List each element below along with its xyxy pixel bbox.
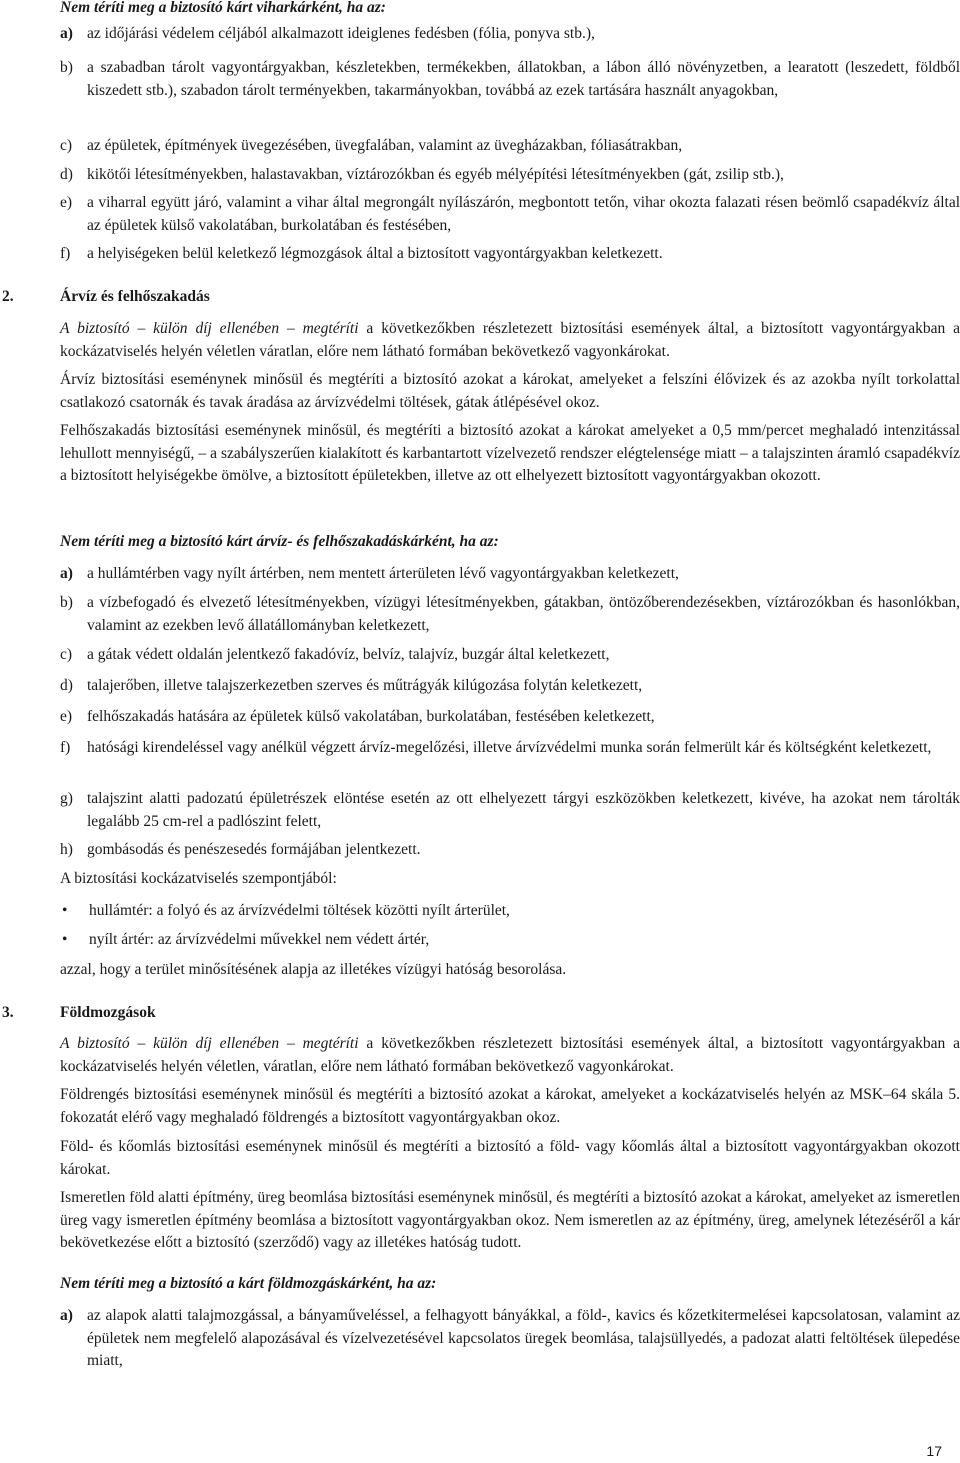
list-marker: a) [60, 25, 73, 42]
list-marker: a) [60, 1307, 73, 1324]
flood-exclusion-heading: Nem téríti meg a biztosító kárt árvíz- és felhőszakadáskárként, ha az: [60, 533, 499, 550]
list-item-text: talajszint alatti padozatú épületrészek elöntése esetén az ott elhelyezett tárgyi eszközökben keletkezett, kivéve, ha azokat nem tárolták legalább 25 cm-rel a padlószint felett, [87, 790, 960, 830]
list-item-text: kikötői létesítményekben, halastavakban, víztározókban és egyéb mélyépítési létesítményekben (gát, zsilip stb.), [87, 166, 784, 183]
list-item-text: a viharral együtt járó, valamint a vihar által megrongált nyílászárón, megbontott tetőn, vihar okozta falazati résen beömlő csapadékvíz által az épületek külső vakolatában, burkolatában és festésében, [87, 194, 960, 234]
list-marker: f) [60, 739, 71, 756]
list-marker: c) [60, 137, 73, 154]
paragraph: Felhőszakadás biztosítási eseménynek minősül, és megtéríti a biztosító azokat a károkat amelyeket a 0,5 mm/percet meghaladó intenzitással lehullott mennyiségű, – a szabályszerűen kialakított és karbantartott vízelvezető rendszer elégtelensége miatt – a talajszinten áramló csapadékvíz a biztosított helyiségekbe ömölve, a biztosított épületekben, illetve az ott elhelyezett biztosított vagyontárgyakban okozott. [60, 422, 960, 484]
list-item [60, 135, 960, 158]
list-item [60, 737, 960, 760]
list-item-text: a szabadban tárolt vagyontárgyakban, készletekben, termékekben, állatokban, a lábon álló növényzetben, a learatott (leszedett, földből kiszedett stb.), szabadon tárolt terményekben, takarmányokban, továbbá az ezek tartására használt anyagokban, [87, 59, 960, 99]
storm-exclusion-heading: Nem téríti meg a biztosító kárt viharkárként, ha az: [60, 0, 386, 16]
list-item-text: az alapok alatti talajmozgással, a bányaműveléssel, a felhagyott bányákkal, a föld-, kavics és kőzetkitermelései kapcsolatosan, valamint az épületek nem megfelelő alapozásával és vízelvezetésével kapcsolatos üregek beomlása, talajsüllyedés, a padozat alatti feltöltések ülepedése miatt, [87, 1307, 960, 1369]
paragraph: Föld- és kőomlás biztosítási eseménynek minősül és megtéríti a biztosító a föld- vagy kőomlás által a biztosított vagyontárgyakban okozott károkat. [60, 1138, 960, 1178]
paragraph: A biztosítási kockázatviselés szempontjából: [60, 870, 337, 887]
list-marker: h) [60, 841, 73, 858]
section-number: 2. [2, 288, 14, 305]
list-marker: e) [60, 194, 73, 211]
italic-lead: A biztosító – külön díj ellenében – megtéríti [60, 1035, 359, 1052]
list-marker: a) [60, 565, 73, 582]
list-item [60, 592, 960, 637]
section-title: Árvíz és felhőszakadás [60, 288, 210, 305]
list-item [60, 839, 960, 862]
list-item [60, 563, 960, 586]
list-item-text: a vízbefogadó és elvezető létesítményekben, vízügyi létesítményekben, gátakban, öntözőberendezésekben, víztározókban és hasonlókban, valamint az ezekben levő állatállományban keletkezett, [87, 594, 960, 634]
italic-lead: A biztosító – külön díj ellenében – megtéríti [60, 320, 359, 337]
list-item-text: a gátak védett oldalán jelentkező fakadóvíz, belvíz, talajvíz, buzgár által keletkezett, [87, 646, 610, 663]
earth-movement-exclusion-heading: Nem téríti meg a biztosító a kárt földmozgáskárként, ha az: [60, 1275, 437, 1292]
list-marker: f) [60, 245, 71, 262]
list-item-text: gombásodás és penészesedés formájában jelentkezett. [87, 841, 421, 858]
section-title: Földmozgások [60, 1004, 156, 1021]
paragraph: Ismeretlen föld alatti építmény, üreg beomlása biztosítási eseménynek minősül, és megtéríti a biztosító azokat a károkat, amelyeket az ismeretlen üreg vagy ismeretlen építmény beomlása a biztosított vagyontárgyakban okoz. Nem ismeretlen az az építmény, üreg, amelynek létezéséről a kár bekövetkezése előtt a biztosító (szerződő) vagy az illetékes hatóság tudott. [60, 1189, 960, 1251]
list-item [60, 788, 960, 833]
list-item [60, 23, 960, 46]
bullet-text: hullámtér: a folyó és az árvízvédelmi töltések közötti nyílt árterület, [89, 902, 510, 919]
paragraph-text: a következőkben részletezett biztosítási események által, a biztosított vagyontárgyakban a kockázatviselés helyén véletlen váratlan, előre nem látható formában bekövetkező vagyonkárokat. [60, 320, 960, 360]
paragraph: Árvíz biztosítási eseménynek minősül és megtéríti a biztosító azokat a károkat, amelyeket a felszíni élővizek és az azokba nyílt torkolattal csatlakozó csatornák és tavak áradása az árvízvédelmi töltések, gátak átlépésével okoz. [60, 371, 960, 411]
list-marker: d) [60, 677, 73, 694]
paragraph: azzal, hogy a terület minősítésének alapja az illetékes vízügyi hatóság besorolása. [60, 961, 567, 978]
bullet-icon: • [62, 931, 68, 948]
list-marker: e) [60, 708, 73, 725]
bullet-icon: • [62, 902, 68, 919]
list-item [60, 675, 960, 698]
list-marker: b) [60, 59, 73, 76]
list-marker: d) [60, 166, 73, 183]
bullet-text: nyílt ártér: az árvízvédelmi művekkel nem védett ártér, [89, 931, 430, 948]
list-item-text: a helyiségeken belül keletkező légmozgások által a biztosított vagyontárgyakban keletkezett. [87, 245, 663, 262]
list-item-text: az épületek, építmények üvegezésében, üvegfalában, valamint az üvegházakban, fóliasátrakban, [87, 137, 683, 154]
list-item-text: felhőszakadás hatására az épületek külső vakolatában, burkolatában, festésében keletkezett, [87, 708, 655, 725]
list-item-text: az időjárási védelem céljából alkalmazott ideiglenes fedésben (fólia, ponyva stb.), [87, 25, 595, 42]
section-number: 3. [2, 1004, 14, 1021]
bullet-item [60, 929, 960, 952]
paragraph [60, 318, 960, 363]
paragraph: Földrengés biztosítási eseménynek minősül és megtéríti a biztosító azokat a károkat, amelyeket a kockázatviselés helyén az MSK–64 skála 5. fokozatát elérő vagy meghaladó földrengés a biztosított vagyontárgyakban okoz. [60, 1086, 960, 1126]
list-item-text: a hullámtérben vagy nyílt ártérben, nem mentett árterületen lévő vagyontárgyakban keletkezett, [87, 565, 679, 582]
paragraph-text: a következőkben részletezett biztosítási események által, a biztosított vagyontárgyakban a kockázatviselés helyén véletlen, váratlan, előre nem látható formában bekövetkező vagyonkárokat. [60, 1035, 960, 1075]
list-item [60, 1305, 960, 1373]
list-marker: b) [60, 594, 73, 611]
list-item-text: talajerőben, illetve talajszerkezetben szerves és műtrágyák kilúgozása folytán keletkezett, [87, 677, 643, 694]
list-item [60, 706, 960, 729]
paragraph [60, 1033, 960, 1078]
list-marker: c) [60, 646, 73, 663]
list-item-text: hatósági kirendeléssel vagy anélkül végzett árvíz-megelőzési, illetve árvízvédelmi munka során felmerült kár és költségként keletkezett, [87, 739, 932, 756]
list-item [60, 164, 960, 187]
list-marker: g) [60, 790, 73, 807]
list-item [60, 192, 960, 237]
list-item [60, 644, 960, 667]
list-item [60, 243, 960, 266]
page-number: 17 [926, 1443, 942, 1459]
bullet-item [60, 900, 960, 923]
list-item [60, 57, 960, 102]
